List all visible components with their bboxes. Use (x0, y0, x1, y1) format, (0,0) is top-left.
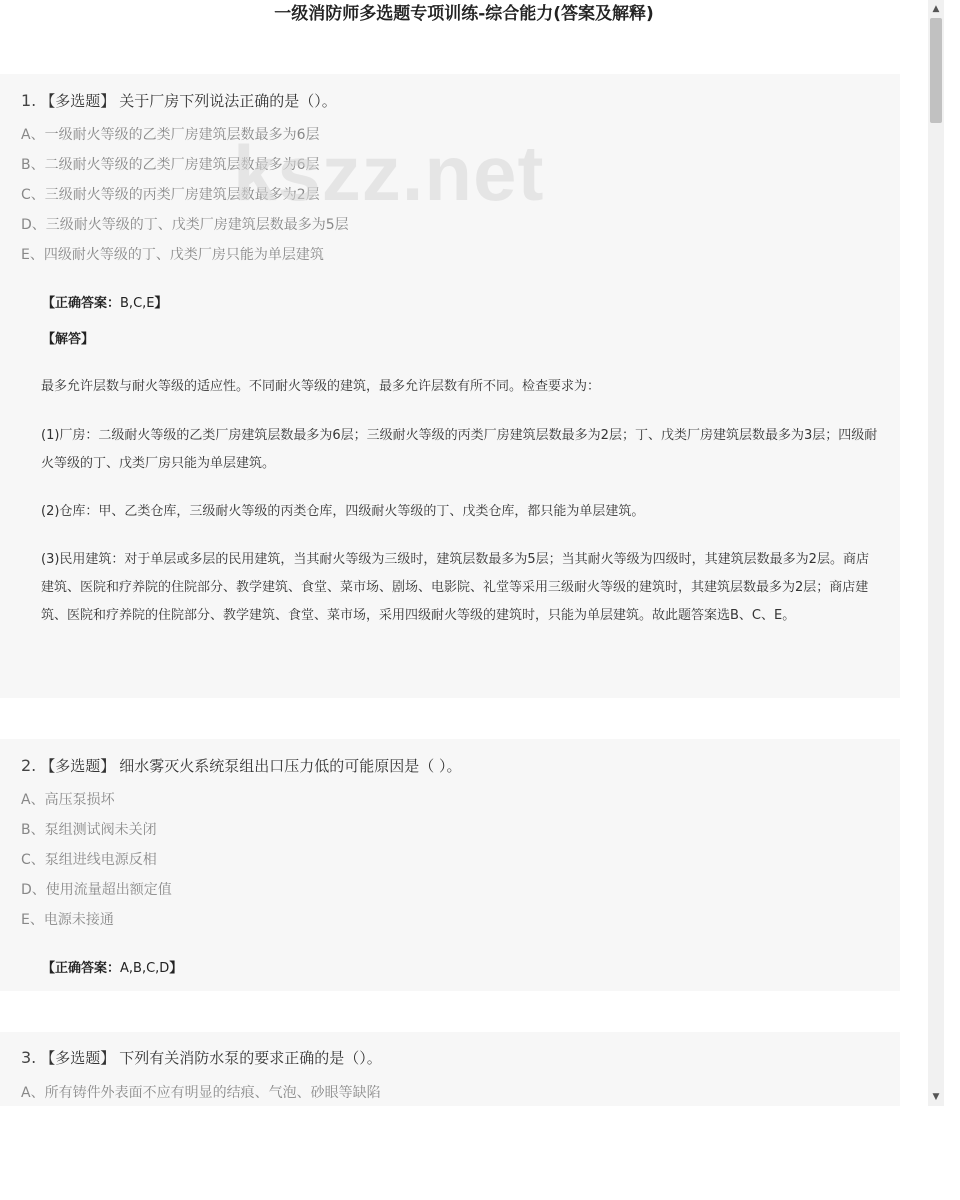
explanation-paragraph: 最多允许层数与耐火等级的适应性。不同耐火等级的建筑，最多允许层数有所不同。检查要求为： (41, 379, 601, 394)
scroll-down-icon[interactable]: ▼ (932, 1092, 940, 1102)
question-number: 1. (21, 91, 37, 110)
option-c[interactable]: C、泵组进线电源反相 (21, 852, 157, 868)
correct-answer (42, 959, 182, 979)
question-card (0, 1032, 900, 1106)
question-type: 【多选题】 (40, 757, 116, 775)
vertical-scrollbar[interactable] (928, 0, 944, 1106)
option-a[interactable]: A、一级耐火等级的乙类厂房建筑层数最多为6层 (21, 127, 320, 143)
answer-value: A,B,C,D (120, 961, 170, 976)
answer-value: B,C,E (120, 296, 155, 311)
question-card (0, 74, 900, 698)
option-b[interactable]: B、泵组测试阀未关闭 (21, 822, 157, 838)
question-title (21, 90, 337, 112)
question-card (0, 739, 900, 991)
option-d[interactable]: D、三级耐火等级的丁、戊类厂房建筑层数最多为5层 (21, 217, 349, 233)
explanation-paragraph: (2)仓库：甲、乙类仓库，三级耐火等级的丙类仓库，四级耐火等级的丁、戊类仓库，都只能为单层建筑。 (41, 504, 645, 519)
watermark: kszz.net (233, 129, 545, 217)
answer-close: 】 (154, 296, 168, 311)
explanation-label: 【解答】 (42, 332, 95, 347)
explanation-paragraph: (3)民用建筑：对于单层或多层的民用建筑，当其耐火等级为三级时，建筑层数最多为5层；当其耐火等级为四级时，其建筑层数最多为2层。商店建筑、医院和疗养院的住院部分、教学建筑、食堂、菜市场、剧场、电影院、礼堂等采用三级耐火等级的建筑时，其建筑层数最多为2层；商店建筑、医院和疗养院的住院部分、教学建筑、食堂、菜市场，采用四级耐火等级的建筑时，只能为单层建筑。故此题答案选B、C、E。 (41, 552, 869, 623)
option-d[interactable]: D、使用流量超出额定值 (21, 882, 172, 898)
question-stem: 关于厂房下列说法正确的是（）。 (119, 92, 337, 110)
question-stem: 细水雾灭火系统泵组出口压力低的可能原因是（ ）。 (119, 757, 462, 775)
answer-label: 【正确答案： (42, 961, 121, 976)
option-c[interactable]: C、三级耐火等级的丙类厂房建筑层数最多为2层 (21, 187, 320, 203)
scroll-thumb[interactable] (930, 18, 942, 123)
option-a[interactable]: A、所有铸件外表面不应有明显的结痕、气泡、砂眼等缺陷 (21, 1085, 381, 1101)
explanation-paragraph: (1)厂房：二级耐火等级的乙类厂房建筑层数最多为6层；三级耐火等级的丙类厂房建筑层数最多为2层；丁、戊类厂房建筑层数最多为3层；四级耐火等级的丁、戊类厂房只能为单层建筑。 (41, 428, 878, 471)
question-title (21, 755, 462, 777)
option-e[interactable]: E、电源未接通 (21, 912, 114, 928)
answer-label: 【正确答案： (42, 296, 121, 311)
question-type: 【多选题】 (40, 92, 116, 110)
option-a[interactable]: A、高压泵损坏 (21, 792, 115, 808)
option-b[interactable]: B、二级耐火等级的乙类厂房建筑层数最多为6层 (21, 157, 320, 173)
question-number: 3. (21, 1048, 37, 1067)
question-title (21, 1047, 382, 1069)
scroll-up-icon[interactable]: ▲ (932, 4, 940, 14)
question-type: 【多选题】 (40, 1049, 116, 1067)
option-e[interactable]: E、四级耐火等级的丁、戊类厂房只能为单层建筑 (21, 247, 324, 263)
answer-close: 】 (169, 961, 183, 976)
question-stem: 下列有关消防水泵的要求正确的是（）。 (119, 1049, 382, 1067)
question-number: 2. (21, 756, 37, 775)
correct-answer (42, 294, 168, 314)
page-title: 一级消防师多选题专项训练-综合能力(答案及解释) (274, 4, 654, 24)
